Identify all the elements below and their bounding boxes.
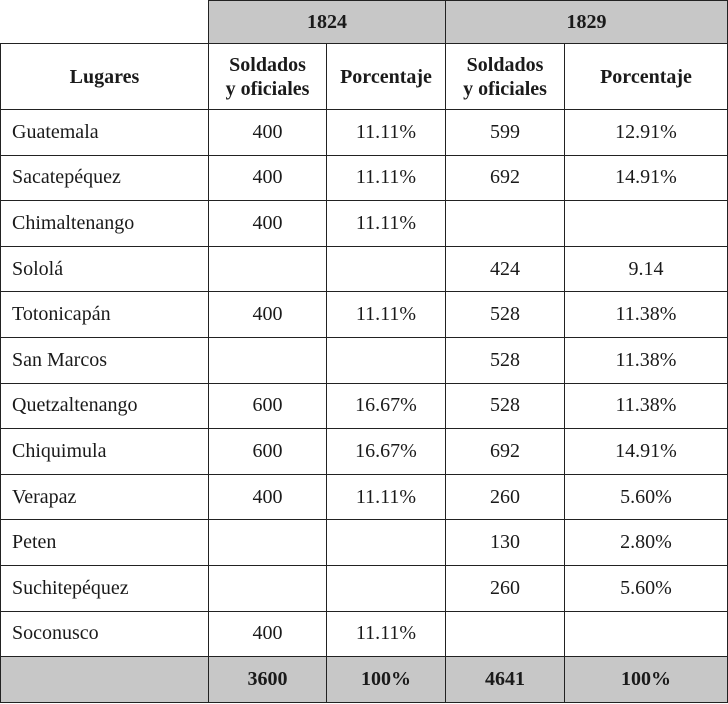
percentage-1829-cell: 11.38% <box>565 337 728 383</box>
total-percentage-1829-cell: 100% <box>565 657 728 703</box>
percentage-1824-cell: 11.11% <box>327 611 446 657</box>
column-header-row <box>1 44 728 110</box>
place-cell: Soconusco <box>1 611 209 657</box>
percentage-1829-cell: 9.14 <box>565 246 728 292</box>
year-1829-header: 1829 <box>446 1 728 44</box>
soldiers-header-line2: y oficiales <box>225 77 310 100</box>
percentage-1829-cell: 14.91% <box>565 429 728 475</box>
percentage-1824-cell <box>327 520 446 566</box>
place-cell: San Marcos <box>1 337 209 383</box>
place-cell: Sacatepéquez <box>1 155 209 201</box>
place-cell: Chiquimula <box>1 429 209 475</box>
table-row <box>1 611 728 657</box>
place-cell: Chimaltenango <box>1 201 209 247</box>
soldiers-1824-column-header <box>209 44 327 110</box>
percentage-1824-cell <box>327 246 446 292</box>
percentage-1824-column-header: Porcentaje <box>327 44 446 110</box>
table-row <box>1 520 728 566</box>
percentage-1824-cell <box>327 337 446 383</box>
percentage-1829-cell: 5.60% <box>565 565 728 611</box>
percentage-1824-cell: 11.11% <box>327 110 446 156</box>
soldiers-1829-cell: 528 <box>446 337 565 383</box>
soldiers-1829-cell: 692 <box>446 155 565 201</box>
place-cell: Suchitepéquez <box>1 565 209 611</box>
percentage-1824-cell: 16.67% <box>327 383 446 429</box>
soldiers-1824-cell: 400 <box>209 110 327 156</box>
soldiers-1829-cell: 528 <box>446 292 565 338</box>
percentage-1824-cell: 11.11% <box>327 292 446 338</box>
percentage-1829-cell: 5.60% <box>565 474 728 520</box>
soldiers-1829-cell <box>446 611 565 657</box>
soldiers-1824-cell: 400 <box>209 611 327 657</box>
table-row <box>1 383 728 429</box>
percentage-1824-cell <box>327 565 446 611</box>
place-cell: Sololá <box>1 246 209 292</box>
place-cell: Verapaz <box>1 474 209 520</box>
percentage-1824-cell: 11.11% <box>327 201 446 247</box>
soldiers-1829-cell: 424 <box>446 246 565 292</box>
places-column-header: Lugares <box>1 44 209 110</box>
percentage-1824-cell: 11.11% <box>327 474 446 520</box>
table-row <box>1 337 728 383</box>
table-row <box>1 246 728 292</box>
soldiers-1824-cell: 400 <box>209 201 327 247</box>
totals-label-cell <box>1 657 209 703</box>
percentage-1829-cell: 11.38% <box>565 292 728 338</box>
table-row <box>1 429 728 475</box>
soldiers-1829-cell <box>446 201 565 247</box>
total-soldiers-1829-cell: 4641 <box>446 657 565 703</box>
soldiers-header-line2: y oficiales <box>463 77 547 100</box>
soldiers-1824-cell <box>209 246 327 292</box>
percentage-1829-cell: 12.91% <box>565 110 728 156</box>
soldiers-1824-cell <box>209 520 327 566</box>
soldiers-1829-cell: 599 <box>446 110 565 156</box>
table-row <box>1 565 728 611</box>
soldiers-header-line1: Soldados <box>229 53 306 76</box>
soldiers-1824-cell: 400 <box>209 155 327 201</box>
place-cell: Quetzaltenango <box>1 383 209 429</box>
soldiers-1824-cell: 400 <box>209 474 327 520</box>
percentage-1824-cell: 11.11% <box>327 155 446 201</box>
percentage-1829-column-header: Porcentaje <box>565 44 728 110</box>
soldiers-1824-cell: 400 <box>209 292 327 338</box>
place-cell: Peten <box>1 520 209 566</box>
soldiers-1824-cell: 600 <box>209 383 327 429</box>
soldiers-1829-column-header <box>446 44 565 110</box>
empty-corner-cell <box>1 1 209 44</box>
percentage-1829-cell: 14.91% <box>565 155 728 201</box>
table-row <box>1 110 728 156</box>
percentage-1829-cell <box>565 611 728 657</box>
percentage-1824-cell: 16.67% <box>327 429 446 475</box>
total-percentage-1824-cell: 100% <box>327 657 446 703</box>
percentage-1829-cell: 2.80% <box>565 520 728 566</box>
year-header-row <box>1 1 728 44</box>
table-row <box>1 155 728 201</box>
soldiers-1829-cell: 528 <box>446 383 565 429</box>
soldiers-header-line1: Soldados <box>466 53 544 76</box>
soldiers-1824-cell <box>209 337 327 383</box>
soldiers-1824-cell: 600 <box>209 429 327 475</box>
soldiers-1824-cell <box>209 565 327 611</box>
table-row <box>1 292 728 338</box>
table-row <box>1 474 728 520</box>
soldiers-1829-cell: 692 <box>446 429 565 475</box>
percentage-1829-cell: 11.38% <box>565 383 728 429</box>
place-cell: Totonicapán <box>1 292 209 338</box>
soldiers-1829-cell: 130 <box>446 520 565 566</box>
place-cell: Guatemala <box>1 110 209 156</box>
year-1824-header: 1824 <box>209 1 446 44</box>
soldiers-1829-cell: 260 <box>446 565 565 611</box>
totals-row <box>1 657 728 703</box>
total-soldiers-1824-cell: 3600 <box>209 657 327 703</box>
table-row <box>1 201 728 247</box>
percentage-1829-cell <box>565 201 728 247</box>
soldiers-1829-cell: 260 <box>446 474 565 520</box>
